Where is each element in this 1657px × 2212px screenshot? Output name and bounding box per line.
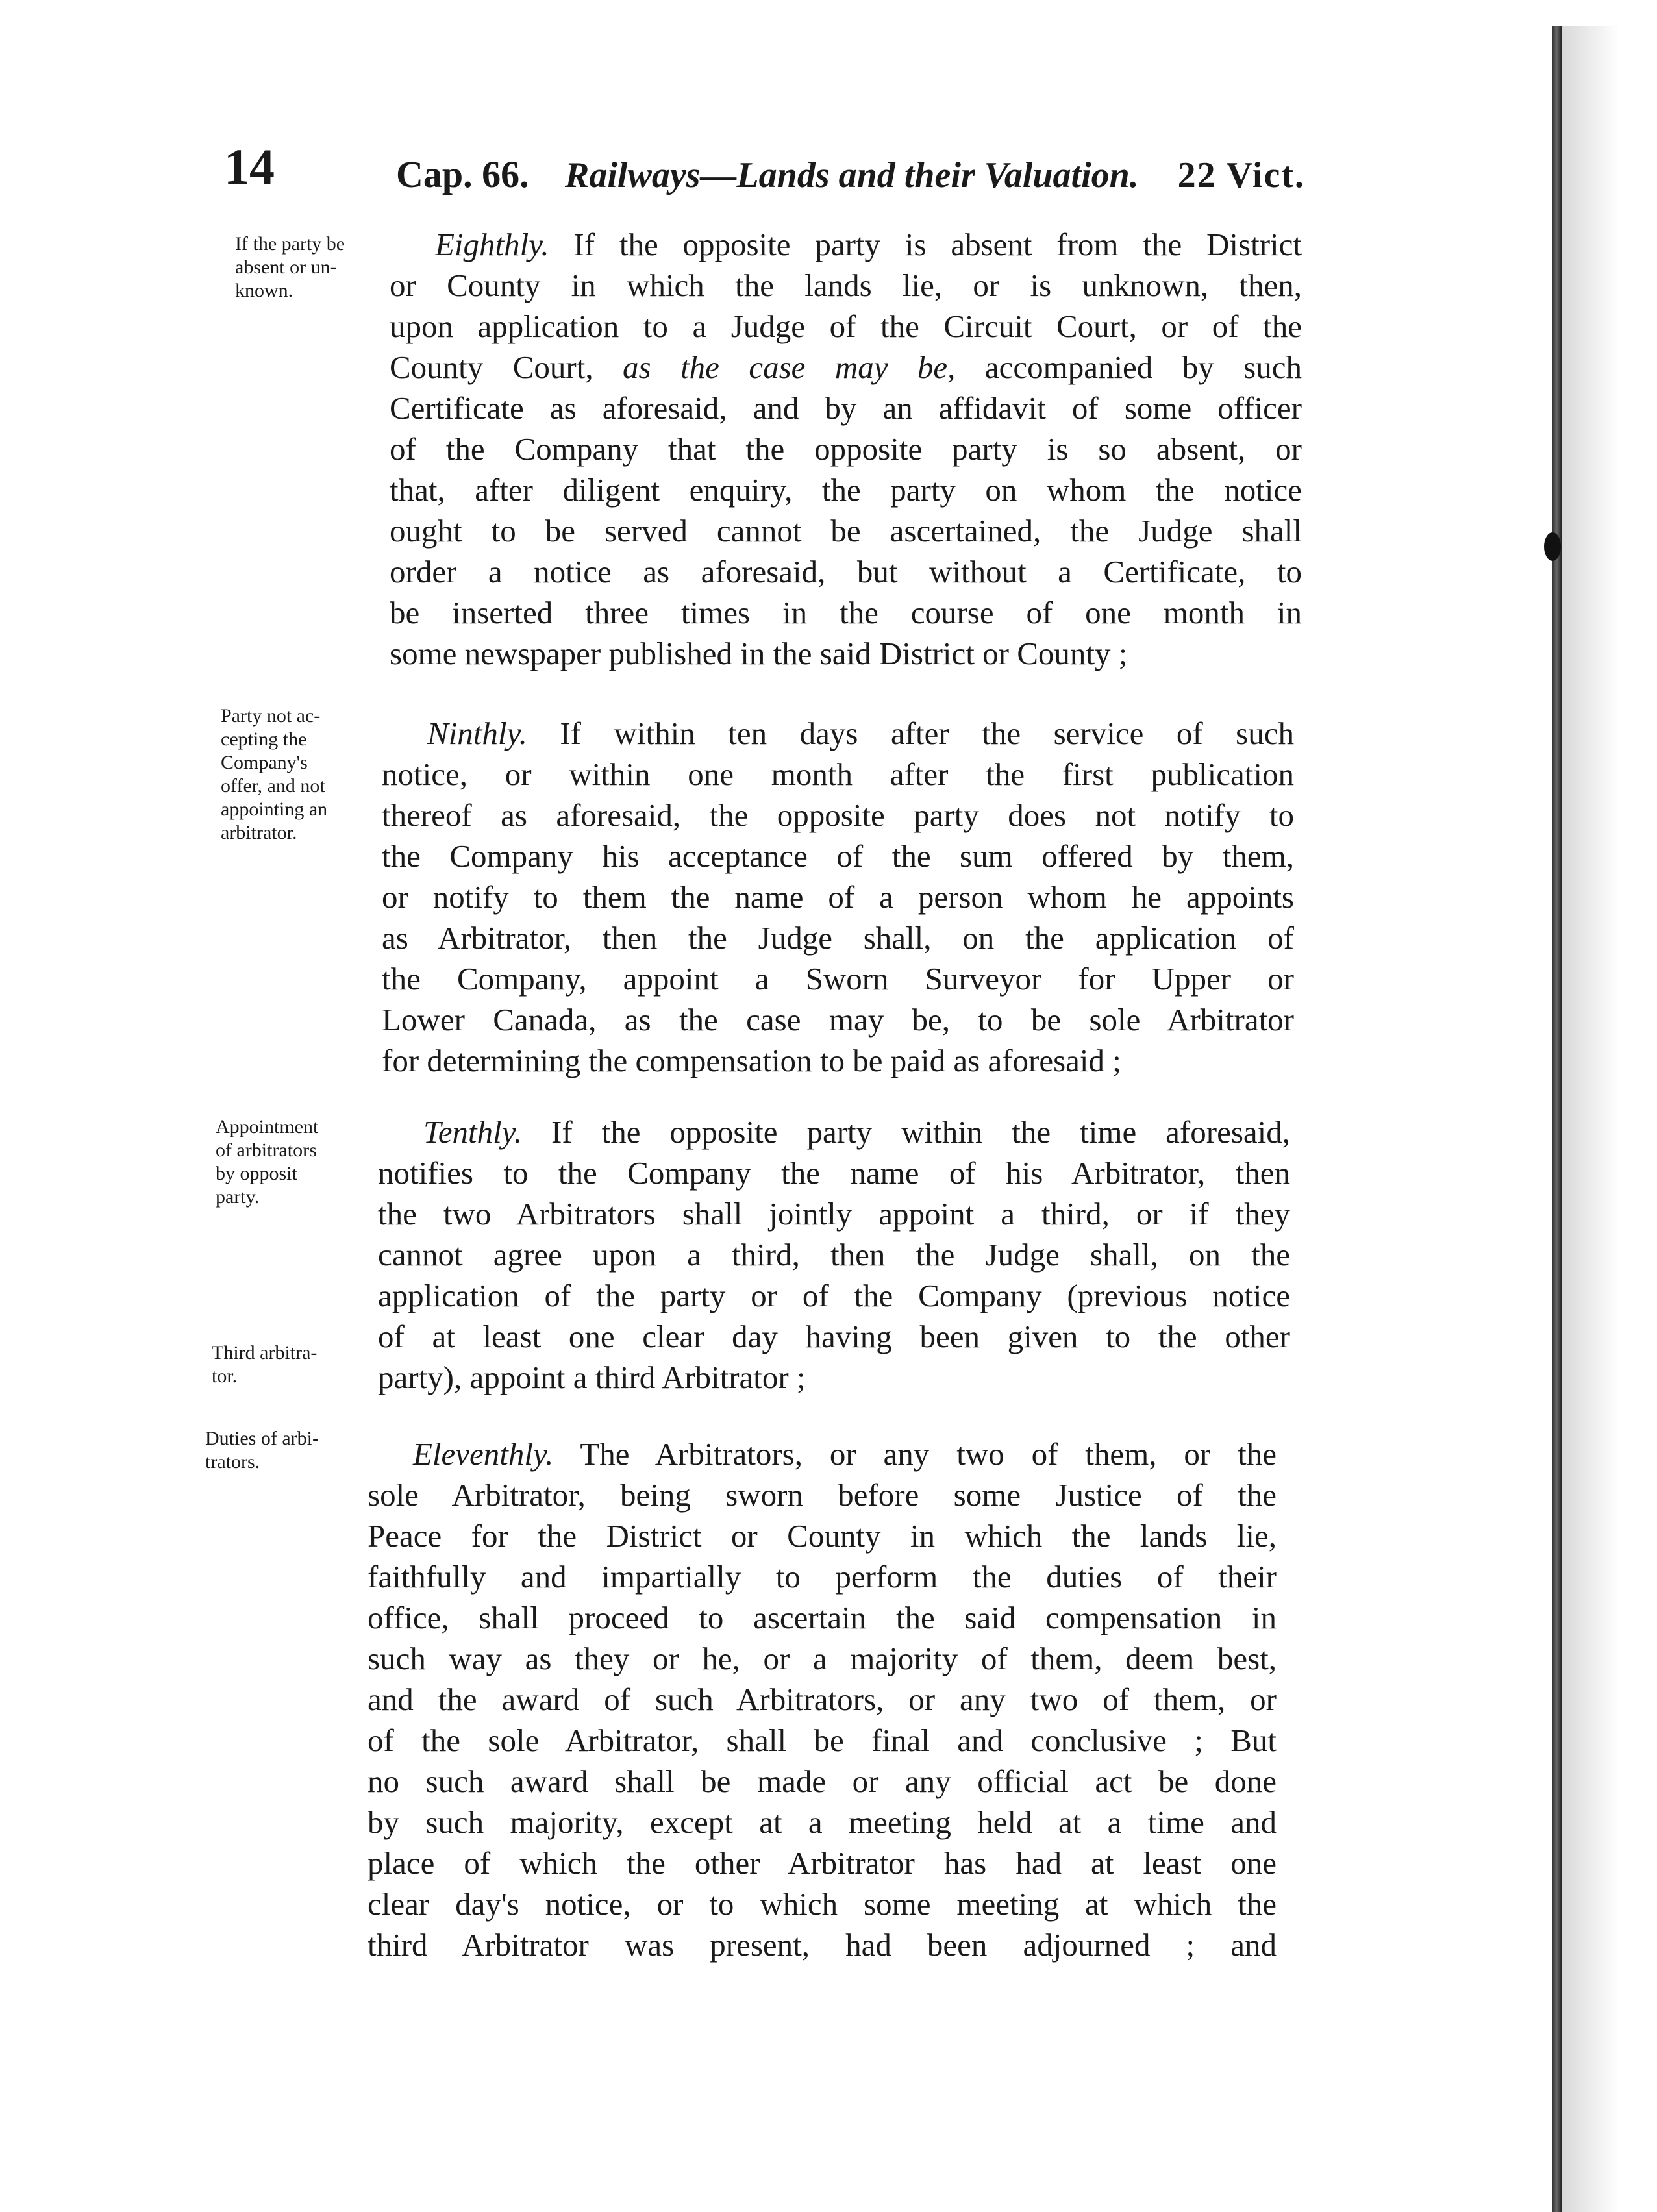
section-lead: Tenthly. xyxy=(423,1114,523,1150)
text-line: notifies to the Company the name of his Arbitrator, then xyxy=(378,1155,1290,1191)
text-line: sole Arbitrator, being sworn before some Justice of the xyxy=(368,1477,1277,1513)
running-header xyxy=(224,138,1305,196)
text-line: Lower Canada, as the case may be, to be sole Arbitrator xyxy=(382,1002,1294,1038)
text-line: as Arbitrator, then the Judge shall, on the application of xyxy=(382,920,1294,956)
italic-phrase: as the case may be, xyxy=(623,349,956,385)
sidenote-line: Company's xyxy=(221,752,308,773)
text-line: of at least one clear day having been given to the other xyxy=(378,1319,1290,1354)
text-run: If the opposite party within the time aforesaid, xyxy=(522,1114,1290,1150)
text-line: Certificate as aforesaid, and by an affidavit of some officer xyxy=(390,390,1302,426)
sidenote-line: party. xyxy=(216,1186,260,1208)
text-line: of the sole Arbitrator, shall be final and conclusive ; But xyxy=(368,1722,1277,1758)
sidenote-line: appointing an xyxy=(221,799,328,820)
sidenote-absent-party xyxy=(235,232,345,303)
text-line: be inserted three times in the course of one month in xyxy=(390,595,1302,630)
text-line: notice, or within one month after the first publication xyxy=(382,756,1294,792)
text-line: clear day's notice, or to which some meeting at which the xyxy=(368,1886,1277,1922)
text-line xyxy=(390,224,1302,265)
sidenote-line: offer, and not xyxy=(221,775,325,797)
text-line: or County in which the lands lie, or is unknown, then, xyxy=(390,267,1302,303)
text-run: If the opposite party is absent from the District xyxy=(549,227,1302,262)
regnal-year: 22 Vict. xyxy=(1177,155,1305,195)
text-line: by such majority, except at a meeting held at a time and xyxy=(368,1804,1277,1840)
text-line: application of the party or of the Company (previous notice xyxy=(378,1278,1290,1313)
text-line: third Arbitrator was present, had been adjourned ; and xyxy=(368,1927,1277,1963)
paragraph-tenthly xyxy=(378,1112,1290,1398)
sidenote-line: Party not ac- xyxy=(221,705,321,727)
paragraph-eleventhly xyxy=(368,1434,1277,1965)
text-line xyxy=(390,347,1302,388)
text-line: place of which the other Arbitrator has had at least one xyxy=(368,1845,1277,1881)
page-edge xyxy=(1552,26,1562,2212)
text-line: of the Company that the opposite party is so absent, or xyxy=(390,431,1302,467)
sidenote-line: Duties of arbi- xyxy=(205,1428,319,1449)
running-title: Railways—Lands and their Valuation. xyxy=(565,155,1139,195)
text-line: and the award of such Arbitrators, or any two of them, or xyxy=(368,1682,1277,1717)
text-line: the Company his acceptance of the sum offered by them, xyxy=(382,838,1294,874)
text-line: no such award shall be made or any official act be done xyxy=(368,1763,1277,1799)
section-lead: Ninthly. xyxy=(427,715,527,751)
paragraph-ninthly xyxy=(382,713,1294,1081)
paragraph-eighthly xyxy=(390,224,1302,674)
section-lead: Eighthly. xyxy=(435,227,549,262)
text-line: the Company, appoint a Sworn Surveyor for Upper or xyxy=(382,961,1294,997)
sidenote-line: arbitrator. xyxy=(221,822,297,843)
text-line xyxy=(378,1112,1290,1152)
sidenote-line: known. xyxy=(235,280,293,301)
sidenote-appointment xyxy=(216,1115,318,1209)
text-line: order a notice as aforesaid, but without a Certificate, to xyxy=(390,554,1302,590)
sidenote-line: tor. xyxy=(212,1365,238,1387)
text-run: accompanied by such xyxy=(955,349,1302,385)
text-line: or notify to them the name of a person whom he appoints xyxy=(382,879,1294,915)
sidenote-line: If the party be xyxy=(235,233,345,255)
page-number: 14 xyxy=(224,138,275,195)
text-line: ought to be served cannot be ascertained, the Judge shall xyxy=(390,513,1302,549)
text-line: some newspaper published in the said District or County ; xyxy=(390,636,1128,671)
text-line: upon application to a Judge of the Circuit Court, or of the xyxy=(390,308,1302,344)
text-line: faithfully and impartially to perform the duties of their xyxy=(368,1559,1277,1595)
section-lead: Eleventhly. xyxy=(413,1436,554,1472)
text-run: The Arbitrators, or any two of them, or the xyxy=(553,1436,1277,1472)
page-edge-mark xyxy=(1544,532,1561,561)
sidenote-line: absent or un- xyxy=(235,256,337,278)
text-line: thereof as aforesaid, the opposite party does not notify to xyxy=(382,797,1294,833)
sidenote-third-arbitrator xyxy=(212,1341,317,1388)
text-line: party), appoint a third Arbitrator ; xyxy=(378,1360,806,1395)
sidenote-duties xyxy=(205,1427,319,1474)
text-line xyxy=(382,713,1294,754)
text-line: the two Arbitrators shall jointly appoint a third, or if they xyxy=(378,1196,1290,1232)
sidenote-line: Appointment xyxy=(216,1116,319,1137)
text-line: that, after diligent enquiry, the party on whom the notice xyxy=(390,472,1302,508)
sidenote-line: by opposit xyxy=(216,1163,297,1184)
chapter-number: Cap. 66. xyxy=(396,153,529,195)
page-edge-shadow xyxy=(1562,26,1657,2212)
text-run: If within ten days after the service of such xyxy=(527,715,1294,751)
sidenote-line: cepting the xyxy=(221,728,307,750)
text-line: for determining the compensation to be paid as aforesaid ; xyxy=(382,1043,1121,1078)
sidenote-line: Third arbitra- xyxy=(212,1342,318,1363)
text-line: such way as they or he, or a majority of them, deem best, xyxy=(368,1641,1277,1676)
text-line: cannot agree upon a third, then the Judge shall, on the xyxy=(378,1237,1290,1273)
text-line: office, shall proceed to ascertain the said compensation in xyxy=(368,1600,1277,1635)
sidenote-line: of arbitrators xyxy=(216,1139,317,1161)
text-run: County Court, xyxy=(390,349,623,385)
sidenote-line: trators. xyxy=(205,1451,260,1473)
text-line: Peace for the District or County in which the lands lie, xyxy=(368,1518,1277,1554)
sidenote-not-accepting xyxy=(221,704,327,845)
text-line xyxy=(368,1434,1277,1474)
